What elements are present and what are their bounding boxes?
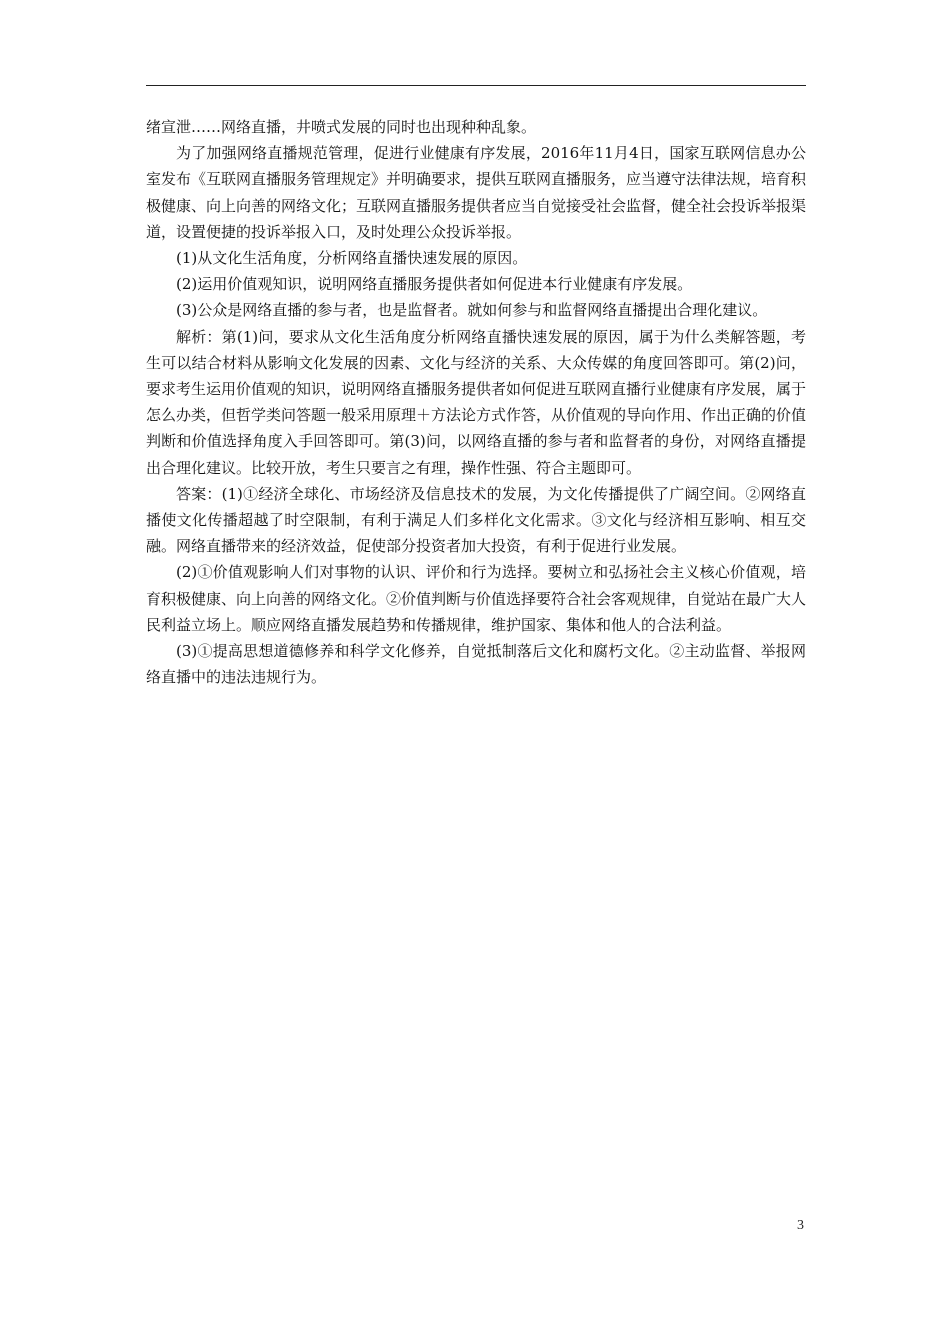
header-rule [146,85,806,86]
question-1: (1)从文化生活角度，分析网络直播快速发展的原因。 [176,249,528,268]
answer-1: 答案：(1)①经济全球化、市场经济及信息技术的发展，为文化传播提供了广阔空间。②网络直播使文化传播超越了时空限制，有利于满足人们多样化文化需求。③文化与经济相互影响、相互交融。网络直播带来的经济效益，促使部分投资者加大投资，有利于促进行业发展。 [146,484,806,556]
answer-2: (2)①价值观影响人们对事物的认识、评价和行为选择。要树立和弘扬社会主义核心价值观，培育积极健康、向上向善的网络文化。②价值判断与价值选择要符合社会客观规律，自觉站在最广大人民利益立场上。顺应网络直播发展趋势和传播规律，维护国家、集体和他人的合法利益。 [146,563,807,634]
analysis-paragraph: 解析：第(1)问，要求从文化生活角度分析网络直播快速发展的原因，属于为什么类解答题，考生可以结合材料从影响文化发展的因素、文化与经济的关系、大众传媒的角度回答即可。第(2)问，要求考生运用价值观的知识，说明网络直播服务提供者如何促进互联网直播行业健康有序发展，属于怎么办类，但哲学类问答题一般采用原理＋方法论方式作答，从价值观的导向作用、作出正确的价值判断和价值选择角度入手回答即可。第(3)问，以网络直播的参与者和监督者的身份，对网络直播提出合理化建议。比较开放，考生只要言之有理，操作性强、符合主题即可。 [146,327,807,477]
paragraph-continuation: 绪宣泄……网络直播，井喷式发展的同时也出现种种乱象。 [146,118,537,136]
paragraph-material: 为了加强网络直播规范管理，促进行业健康有序发展，2016年11月4日，国家互联网信息办公室发布《互联网直播服务管理规定》并明确要求，提供互联网直播服务，应当遵守法律法规，培育积极健康、向上向善的网络文化；互联网直播服务提供者应当自觉接受社会监督，健全社会投诉举报渠道，设置便捷的投诉举报入口，及时处理公众投诉举报。 [146,144,807,241]
question-3: (3)公众是网络直播的参与者，也是监督者。就如何参与和监督网络直播提出合理化建议。 [176,301,768,320]
answer-3: (3)①提高思想道德修养和科学文化修养，自觉抵制落后文化和腐朽文化。②主动监督、举报网络直播中的违法违规行为。 [146,642,806,687]
question-2: (2)运用价值观知识，说明网络直播服务提供者如何促进本行业健康有序发展。 [176,275,693,294]
document-body [146,114,806,690]
page-number: 3 [797,1218,804,1233]
